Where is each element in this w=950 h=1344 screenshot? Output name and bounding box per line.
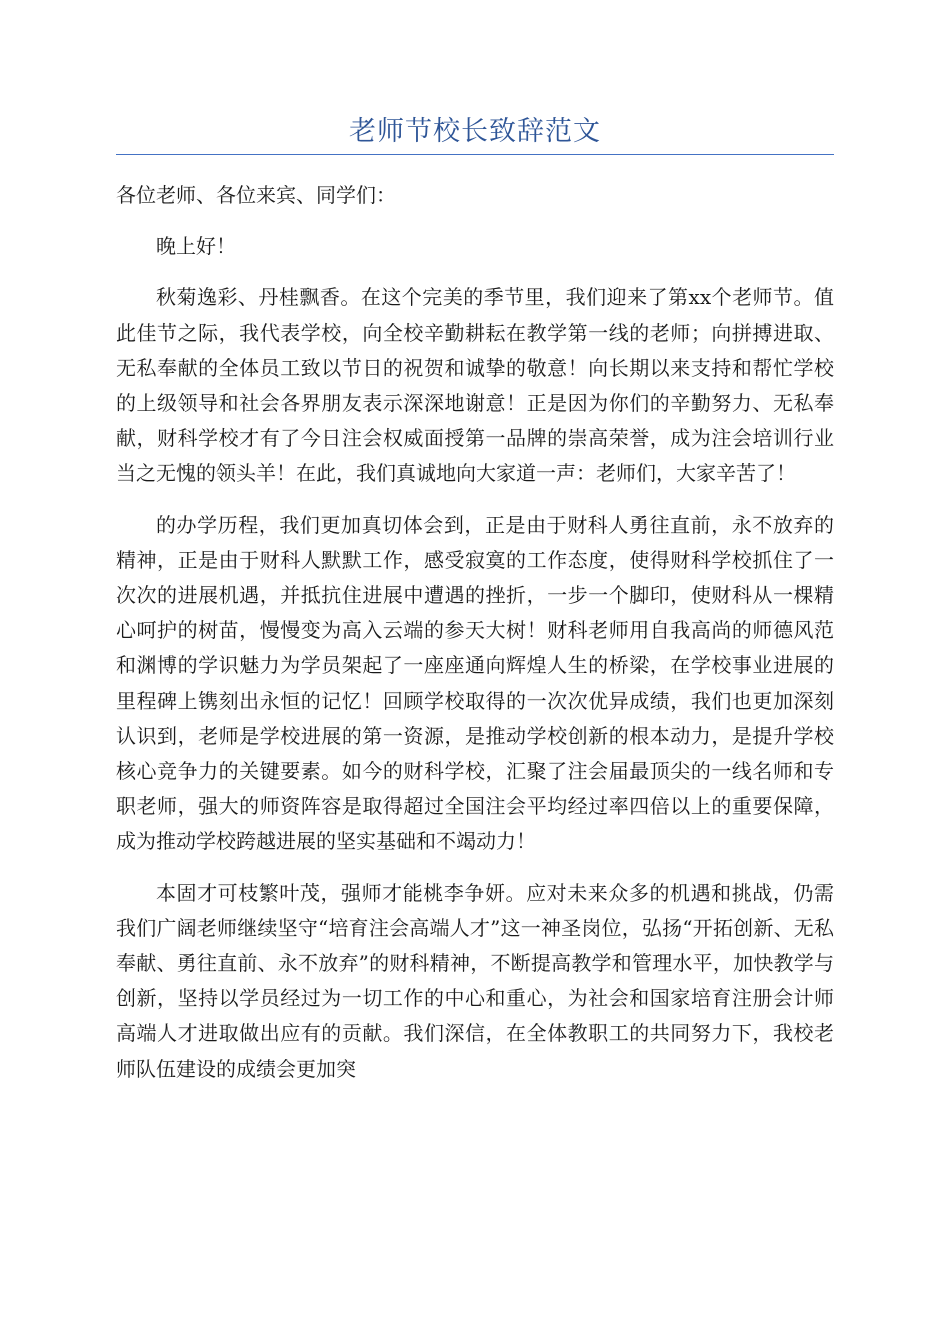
paragraph-1: 秋菊逸彩、丹桂飘香。在这个完美的季节里，我们迎来了第xx个老师节。值此佳节之际，我代表学校，向全校辛勤耕耘在教学第一线的老师；向拼搏进取、无私奉献的全体员工致以节日的祝贺和诚挚的敬意！向长期以来支持和帮忙学校的上级领导和社会各界朋友表示深深地谢意！正是因为你们的辛勤努力、无私奉献，财科学校才有了今日注会权威面授第一品牌的崇高荣誉，成为注会培训行业当之无愧的领头羊！在此，我们真诚地向大家道一声：老师们，大家辛苦了！ (116, 285, 834, 486)
paragraph-3: 本固才可枝繁叶茂，强师才能桃李争妍。应对未来众多的机遇和挑战，仍需我们广阔老师继续坚守“培育注会高端人才”这一神圣岗位，弘扬“开拓创新、无私奉献、勇往直前、永不放弃”的财科精神，不断提高教学和管理水平，加快教学与创新，坚持以学员经过为一切工作的中心和重心，为社会和国家培育注册会计师高端人才进取做出应有的贡献。我们深信，在全体教职工的共同努力下，我校老师队伍建设的成绩会更加突 (116, 880, 834, 1081)
salutation: 各位老师、各位来宾、同学们： (116, 183, 396, 207)
document-title: 老师节校长致辞范文 (349, 116, 601, 147)
title-underline (116, 154, 834, 155)
greeting: 晚上好！ (156, 234, 236, 259)
document-body (116, 178, 834, 1103)
paragraph-2: 的办学历程，我们更加真切体会到，正是由于财科人勇往直前，永不放弃的精神，正是由于财科人默默工作，感受寂寞的工作态度，使得财科学校抓住了一次次的进展机遇，并抵抗住进展中遭遇的挫折，一步一个脚印，使财科从一棵精心呵护的树苗，慢慢变为高入云端的参天大树！财科老师用自我高尚的师德风范和渊博的学识魅力为学员架起了一座座通向辉煌人生的桥梁，在学校事业进展的里程碑上镌刻出永恒的记忆！回顾学校取得的一次次优异成绩，我们也更加深刻认识到，老师是学校进展的第一资源，是推动学校创新的根本动力，是提升学校核心竞争力的关键要素。如今的财科学校，汇聚了注会届最顶尖的一线名师和专职老师，强大的师资阵容是取得超过全国注会平均经过率四倍以上的重要保障，成为推动学校跨越进展的坚实基础和不竭动力！ (116, 512, 834, 854)
